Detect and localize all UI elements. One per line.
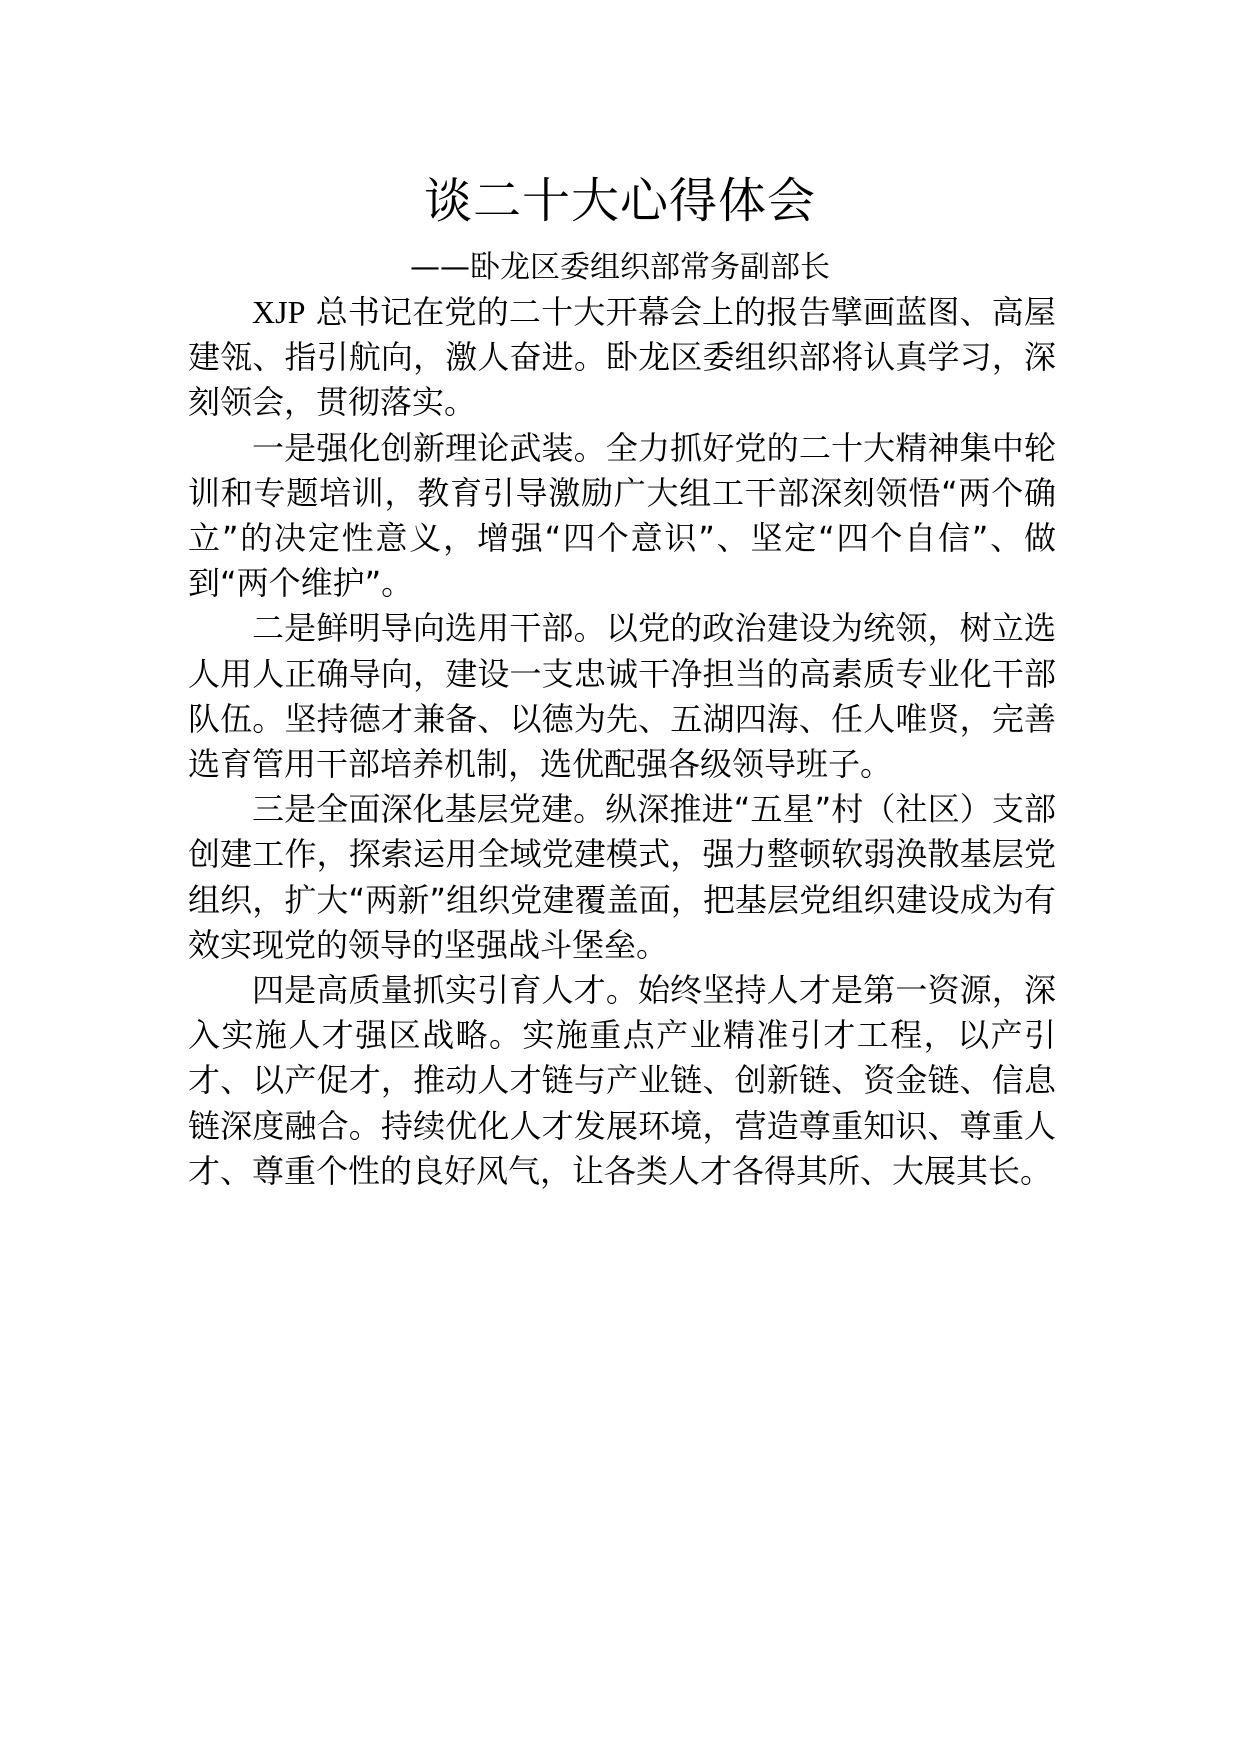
paragraph-grassroots [188,787,1056,968]
paragraph-lead: XJP [252,294,306,330]
paragraph-text: 四是高质量抓实引育人才。始终坚持人才是第一资源，深入实施人才强区战略。实施重点产业精准引才工程，以产引才、以产促才，推动人才链与产业链、创新链、资金链、信息链深度融合。持续优化人才发展环境，营造尊重知识、尊重人才、尊重个性的良好风气，让各类人才各得其所、大展其长。 [188,971,1056,1190]
paragraph-text: 二是鲜明导向选用干部。以党的政治建设为统领，树立选人用人正确导向，建设一支忠诚干净担当的高素质专业化干部队伍。坚持德才兼备、以德为先、五湖四海、任人唯贤，完善选育管用干部培养机制，选优配强各级领导班子。 [188,609,1056,784]
paragraph-text: 三是全面深化基层党建。纵深推进“五星”村（社区）支部创建工作，探索运用全域党建模式，强力整顿软弱涣散基层党组织，扩大“两新”组织党建覆盖面，把基层党组织建设成为有效实现党的领导的坚强战斗堡垒。 [188,790,1056,964]
page-subtitle: ——卧龙区委组织部常务副部长 [410,250,830,285]
paragraph-cadres [188,606,1056,787]
paragraph-theory [188,426,1056,607]
paragraph-intro [188,290,1056,426]
page-title: 谈二十大心得体会 [423,173,816,229]
paragraph-text: 一是强化创新理论武装。全力抓好党的二十大精神集中轮训和专题培训，教育引导激励广大组工干部深刻领悟“两个确立”的决定性意义，增强“四个意识”、坚定“四个自信”、做到“两个维护”。 [188,428,1056,603]
paragraph-text: 总书记在党的二十大开幕会上的报告擘画蓝图、高屋建瓴、指引航向，激人奋进。卧龙区委组织部将认真学习，深刻领会，贯彻落实。 [188,293,1056,422]
paragraph-talent [188,968,1056,1194]
body-text [188,290,1056,1194]
